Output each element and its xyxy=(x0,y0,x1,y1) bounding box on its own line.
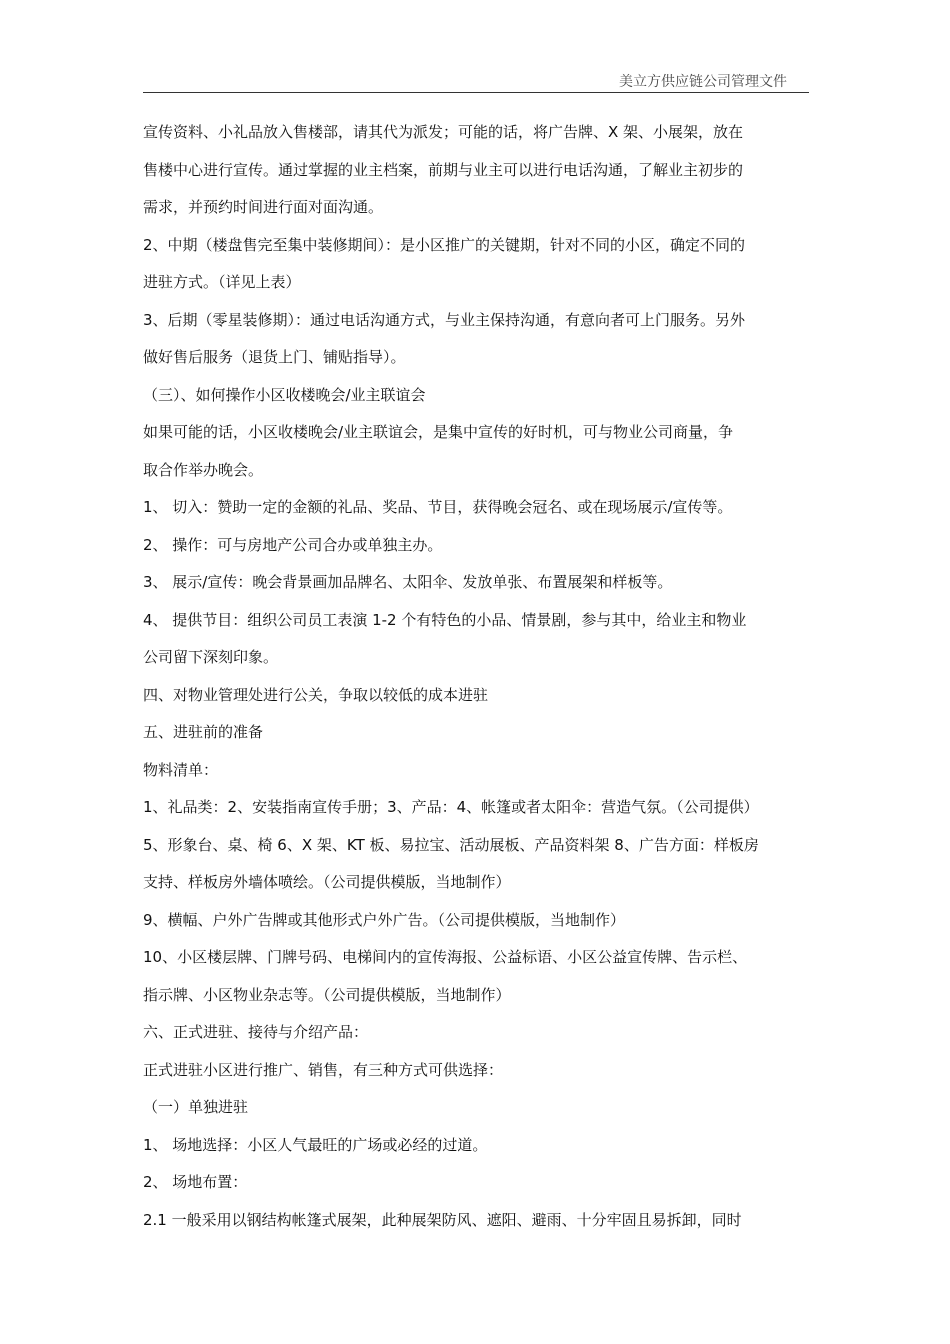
text-line: 正式进驻小区进行推广、销售，有三种方式可供选择： xyxy=(143,1060,504,1079)
text-line: 售楼中心进行宣传。通过掌握的业主档案，前期与业主可以进行电话沟通，了解业主初步的 xyxy=(143,160,744,179)
text-line: 如果可能的话，小区收楼晚会/业主联谊会，是集中宣传的好时机，可与物业公司商量，争 xyxy=(143,423,734,441)
text-line: 物料清单： xyxy=(143,760,219,779)
list-item: 9、横幅、户外广告牌或其他形式户外广告。（公司提供模版，当地制作） xyxy=(143,910,626,929)
list-item: 3、 展示/宣传：晚会背景画加品牌名、太阳伞、发放单张、布置展架和样板等。 xyxy=(143,573,673,591)
page-header xyxy=(143,68,809,93)
text-line: 指示牌、小区物业杂志等。（公司提供模版，当地制作） xyxy=(143,985,511,1004)
text-line: 宣传资料、小礼品放入售楼部，请其代为派发；可能的话，将广告牌、X 架、小展架，放在 xyxy=(143,123,744,141)
text-line: 3、后期（零星装修期）：通过电话沟通方式，与业主保持沟通，有意向者可上门服务。另外 xyxy=(143,310,746,329)
list-item: 1、 场地选择：小区人气最旺的广场或必经的过道。 xyxy=(143,1135,488,1154)
text-line: 2.1 一般采用以钢结构帐篷式展架，此种展架防风、遮阳、避雨、十分牢固且易拆卸，同时 xyxy=(143,1210,742,1229)
section-heading: （一）单独进驻 xyxy=(143,1098,249,1116)
list-item: 2、 操作：可与房地产公司合办或单独主办。 xyxy=(143,535,443,554)
section-heading: （三）、如何操作小区收楼晚会/业主联谊会 xyxy=(143,385,426,404)
list-item: 2、 场地布置： xyxy=(143,1173,248,1191)
text-line: 取合作举办晚会。 xyxy=(143,460,264,479)
list-item: 1、礼品类：2、安装指南宣传手册；3、产品：4、帐篷或者太阳伞：营造气氛。（公司提供） xyxy=(143,798,759,816)
header-title: 美立方供应链公司管理文件 xyxy=(619,74,787,90)
list-item: 10、小区楼层牌、门牌号码、电梯间内的宣传海报、公益标语、小区公益宣传牌、告示栏、 xyxy=(143,948,748,966)
section-heading: 六、正式进驻、接待与介绍产品： xyxy=(143,1023,369,1041)
text-line: 做好售后服务（退货上门、铺贴指导）。 xyxy=(143,348,406,366)
list-item: 5、形象台、桌、椅 6、X 架、KT 板、易拉宝、活动展板、产品资料架 8、广告方面：样板房 xyxy=(143,835,759,854)
list-item: 4、 提供节目：组织公司员工表演 1-2 个有特色的小品、情景剧，参与其中，给业主和物业 xyxy=(143,610,747,629)
text-line: 支持、样板房外墙体喷绘。（公司提供模版，当地制作） xyxy=(143,873,511,891)
section-heading: 五、进驻前的准备 xyxy=(143,723,264,741)
list-item: 1、 切入：赞助一定的金额的礼品、奖品、节目，获得晚会冠名、或在现场展示/宣传等。 xyxy=(143,498,733,516)
section-heading: 四、对物业管理处进行公关，争取以较低的成本进驻 xyxy=(143,685,489,704)
text-line: 公司留下深刻印象。 xyxy=(143,648,279,666)
text-line: 需求，并预约时间进行面对面沟通。 xyxy=(143,198,384,216)
document-body xyxy=(143,114,809,1239)
text-line: 进驻方式。（详见上表） xyxy=(143,273,301,291)
text-line: 2、中期（楼盘售完至集中装修期间）：是小区推广的关键期，针对不同的小区，确定不同的 xyxy=(143,235,746,254)
